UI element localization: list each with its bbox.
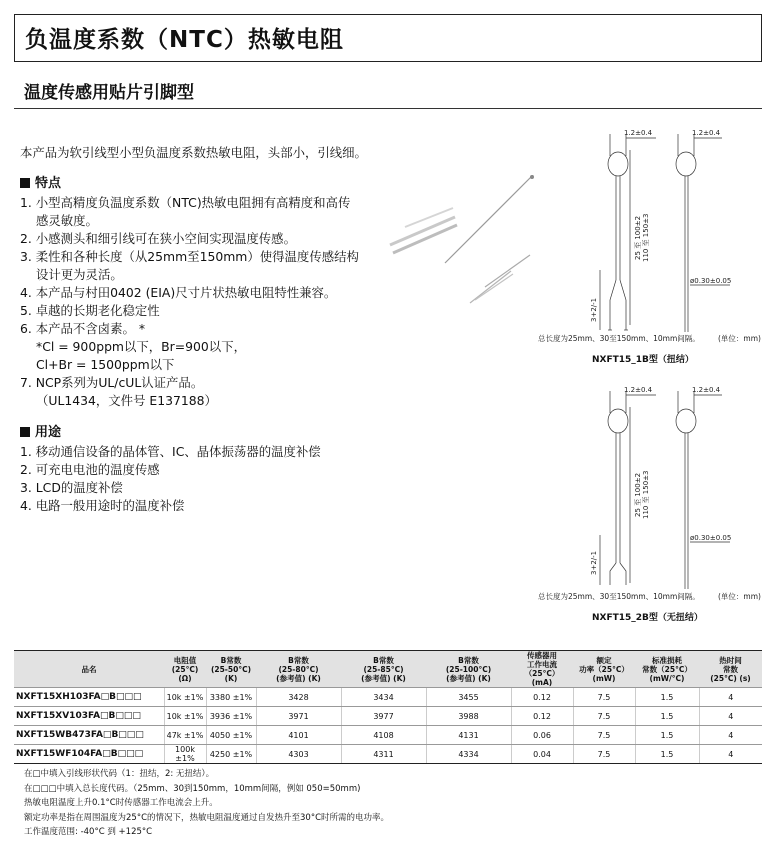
page-title: 负温度系数（NTC）热敏电阻 [25, 27, 344, 53]
length-note: 总长度为25mm、30至150mm、10mm间隔。 [538, 334, 700, 343]
table-cell: 4 [699, 707, 762, 726]
table-cell: 4311 [341, 745, 426, 764]
table-cell: 4101 [256, 726, 341, 745]
col-header: 热时间 常数 (25°C) (s) [699, 651, 762, 688]
table-cell: 3428 [256, 688, 341, 707]
table-cell: 3971 [256, 707, 341, 726]
drawing-caption: NXFT15_2B型（无扭结） [592, 613, 703, 623]
part-number-cell: NXFT15WB473FA□B□□□ [14, 726, 164, 745]
length-note: 总长度为25mm、30至150mm、10mm间隔。 [538, 592, 700, 601]
feature-item: 5. 卓越的长期老化稳定性 [20, 303, 160, 318]
table-cell: 4108 [341, 726, 426, 745]
description-column [20, 144, 380, 515]
intro-text: 本产品为软引线型小型负温度系数热敏电阻，头部小，引线细。 [20, 145, 367, 160]
footnote: 在□中填入引线形状代码（1：扭结，2: 无扭结）。 [24, 769, 215, 779]
col-header: 额定 功率（25°C） (mW) [573, 651, 635, 688]
feature-item: 7. NCP系列为UL/cUL认证产品。 [20, 375, 204, 390]
table-cell: 4050 ±1% [206, 726, 256, 745]
col-header: 品名 [14, 651, 164, 688]
footnote: 额定功率是指在周围温度为25°C的情况下，热敏电阻温度通过自发热升至30°C时所需的电功率。 [24, 812, 390, 823]
uses-heading [20, 424, 380, 442]
use-item: 1. 移动通信设备的晶体管、IC、晶体振荡器的温度补偿 [20, 444, 321, 459]
feature-item: 设计更为灵活。 [36, 267, 123, 282]
footnote: 在□□□中填入总长度代码。（25mm、30到150mm，10mm间隔，例如 050=50mm) [24, 783, 361, 794]
table-cell: 4250 ±1% [206, 745, 256, 764]
part-number-cell: NXFT15WF104FA□B□□□ [14, 745, 164, 764]
feature-item: *Cl = 900ppm以下，Br=900以下， [36, 339, 246, 354]
feature-item: （UL1434，文件号 E137188） [36, 393, 217, 408]
table-cell: 10k ±1% [164, 688, 206, 707]
dim-length-b: 110 至 150±3 [642, 213, 650, 262]
table-cell: 10k ±1% [164, 707, 206, 726]
col-header: B常数 (25-80°C) (参考值) (K) [256, 651, 341, 688]
table-cell: 3455 [426, 688, 511, 707]
table-cell: 7.5 [573, 745, 635, 764]
feature-item: 3. 柔性和各种长度（从25mm至150mm）使得温度传感结构 [20, 249, 359, 264]
dim-length-b: 110 至 150±3 [642, 470, 650, 519]
table-cell: 3977 [341, 707, 426, 726]
table-cell: 1.5 [635, 707, 699, 726]
table-cell: 4 [699, 688, 762, 707]
table-cell: 100k ±1% [164, 745, 206, 764]
use-item: 4. 电路一般用途时的温度补偿 [20, 498, 185, 513]
part-number-cell: NXFT15XV103FA□B□□□ [14, 707, 164, 726]
dim-head-width: 1.2±0.4 [624, 129, 653, 137]
dim-head-width-side: 1.2±0.4 [692, 129, 721, 137]
table-row [14, 726, 762, 745]
dim-wire: ø0.30±0.05 [690, 534, 732, 542]
table-cell: 0.04 [511, 745, 573, 764]
table-cell: 47k ±1% [164, 726, 206, 745]
features-heading [20, 175, 380, 193]
dim-wire: ø0.30±0.05 [690, 277, 732, 285]
dim-length-a: 25 至 100±2 [634, 472, 642, 517]
table-cell: 0.12 [511, 707, 573, 726]
table-row [14, 707, 762, 726]
table-cell: 1.5 [635, 688, 699, 707]
feature-item: 感灵敏度。 [36, 213, 98, 228]
unit-note: (单位：mm) [718, 592, 761, 601]
table-cell: 4303 [256, 745, 341, 764]
col-header: B常数 (25-85°C) (参考值) (K) [341, 651, 426, 688]
footnotes [24, 767, 389, 840]
feature-item: 4. 本产品与村田0402 (EIA)尺寸片状热敏电阻特性兼容。 [20, 285, 337, 300]
table-cell: 4334 [426, 745, 511, 764]
feature-item: 1. 小型高精度负温度系数（NTC)热敏电阻拥有高精度和高传 [20, 195, 351, 210]
table-cell: 7.5 [573, 688, 635, 707]
spec-table [14, 650, 762, 764]
product-photo [385, 175, 535, 305]
feature-item: 6. 本产品不含卤素。 * [20, 321, 146, 336]
unit-note: (单位：mm) [718, 334, 761, 343]
table-cell: 3936 ±1% [206, 707, 256, 726]
page-subtitle: 温度传感用贴片引脚型 [24, 83, 194, 103]
features-heading-label: 特点 [35, 176, 62, 191]
uses-heading-label: 用途 [35, 425, 62, 440]
table-cell: 3434 [341, 688, 426, 707]
table-cell: 3988 [426, 707, 511, 726]
table-cell: 4131 [426, 726, 511, 745]
dim-lead: 3+2/-1 [590, 297, 598, 322]
square-bullet-icon [20, 178, 30, 188]
dimension-drawing-2b [530, 385, 765, 625]
dim-head-width-side: 1.2±0.4 [692, 386, 721, 394]
drawing-caption: NXFT15_1B型（扭结） [592, 355, 694, 365]
use-item: 2. 可充电电池的温度传感 [20, 462, 160, 477]
table-cell: 4 [699, 745, 762, 764]
table-cell: 0.06 [511, 726, 573, 745]
col-header: B常数 (25-50°C) (K) [206, 651, 256, 688]
title-box [14, 14, 762, 62]
dim-length-a: 25 至 100±2 [634, 215, 642, 260]
dim-head-width: 1.2±0.4 [624, 386, 653, 394]
col-header: 标准损耗 常数（25°C） (mW/°C) [635, 651, 699, 688]
footnote: 工作温度范围: -40°C 到 +125°C [24, 827, 153, 837]
footnote: 热敏电阻温度上升0.1°C时传感器工作电流会上升。 [24, 798, 218, 808]
table-cell: 7.5 [573, 707, 635, 726]
use-item: 3. LCD的温度补偿 [20, 480, 123, 495]
part-number-cell: NXFT15XH103FA□B□□□ [14, 688, 164, 707]
table-cell: 3380 ±1% [206, 688, 256, 707]
dimension-drawing-1b [530, 120, 765, 370]
table-cell: 0.12 [511, 688, 573, 707]
col-header: 电阻值 (25°C) (Ω) [164, 651, 206, 688]
subtitle-rule [14, 108, 762, 109]
dim-lead: 3+2/-1 [590, 550, 598, 575]
table-row [14, 688, 762, 707]
features-list [20, 194, 380, 410]
table-cell: 1.5 [635, 726, 699, 745]
table-row [14, 745, 762, 764]
table-header-row [14, 651, 762, 688]
uses-list [20, 443, 380, 515]
table-cell: 1.5 [635, 745, 699, 764]
col-header: B常数 (25-100°C) (参考值) (K) [426, 651, 511, 688]
table-cell: 4 [699, 726, 762, 745]
square-bullet-icon [20, 427, 30, 437]
col-header: 传感器用 工作电流（25°C） (mA) [511, 651, 573, 688]
table-cell: 7.5 [573, 726, 635, 745]
feature-item: 2. 小感测头和细引线可在狭小空间实现温度传感。 [20, 231, 296, 246]
feature-item: Cl+Br = 1500ppm以下 [36, 357, 175, 372]
